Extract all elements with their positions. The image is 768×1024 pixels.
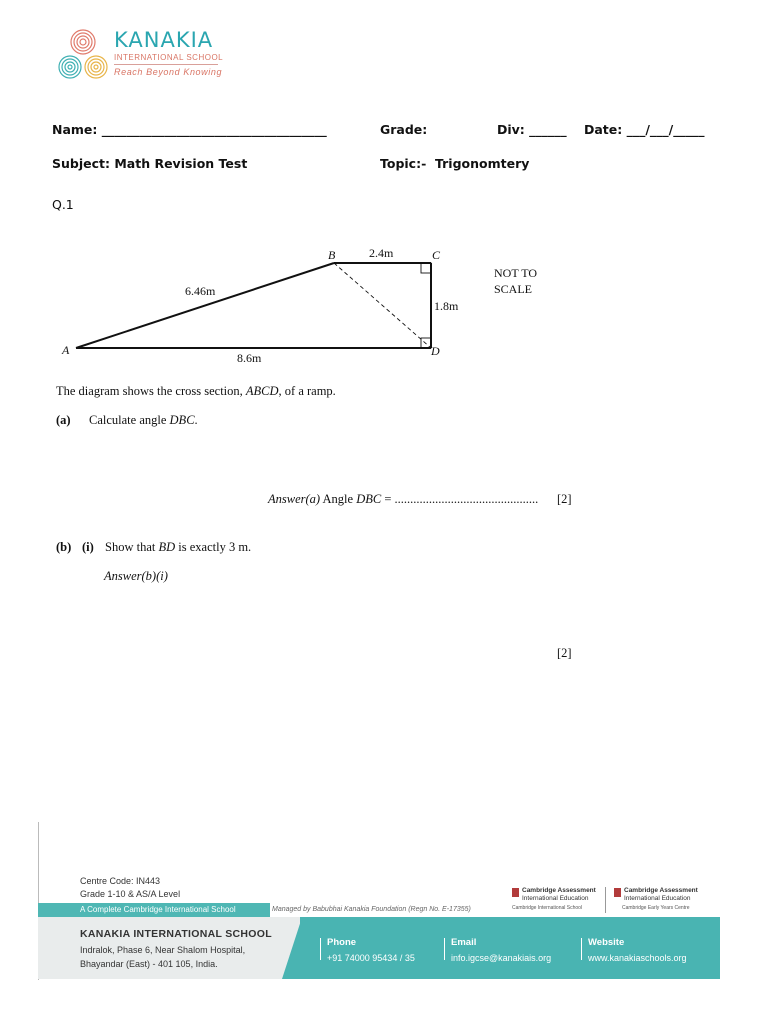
date-field-label: Date: ___/___/_____: [584, 122, 705, 137]
website-separator: [581, 938, 582, 960]
answer-b-label: Answer(b)(i): [104, 569, 168, 583]
answer-a-marks: [2]: [557, 492, 572, 506]
school-logo-icon: [55, 28, 111, 84]
email-label: Email: [451, 937, 477, 948]
vertex-b-label: B: [328, 248, 336, 262]
logo-name: KANAKIA: [114, 28, 214, 52]
question-number: Q.1: [52, 197, 74, 212]
part-a-label: (a): [56, 413, 71, 427]
address-line-2: Bhayandar (East) - 401 105, India.: [80, 959, 218, 969]
topic-label: Topic:- Trigonomtery: [380, 156, 530, 171]
vertex-a-label: A: [62, 343, 70, 357]
grade-field-label: Grade:: [380, 122, 428, 137]
vertex-d-label: D: [431, 344, 440, 358]
part-a-text: Calculate angle DBC.: [89, 413, 198, 427]
vertex-c-label: C: [432, 248, 441, 262]
div-field-label: Div: ______: [497, 122, 567, 137]
answer-a-line: Answer(a) Angle DBC = ..............................................: [268, 492, 539, 506]
name-field-label: Name: ____________________________________: [52, 122, 327, 137]
footer-contact-panel: [300, 917, 720, 979]
footer-band-text: A Complete Cambridge International School: [80, 905, 236, 914]
website-link[interactable]: www.kanakiaschools.org: [588, 953, 687, 963]
measure-bc: 2.4m: [369, 246, 394, 260]
cambridge-school-logo: Cambridge Assessment International Education Cambridge International School: [512, 887, 596, 911]
ramp-diagram: [52, 240, 577, 370]
shield-icon: [614, 888, 621, 897]
address-line-1: Indralok, Phase 6, Near Shalom Hospital,: [80, 945, 246, 955]
answer-b-marks: [2]: [557, 646, 572, 660]
measure-ad: 8.6m: [237, 351, 262, 365]
subject-label: Subject: Math Revision Test: [52, 156, 248, 171]
part-bi-label: (i): [82, 540, 94, 554]
cambridge-divider: [605, 887, 606, 913]
logo-divider: [114, 64, 218, 65]
email-link[interactable]: info.igcse@kanakiais.org: [451, 953, 552, 963]
phone-separator: [320, 938, 321, 960]
phone-number[interactable]: +91 74000 95434 / 35: [327, 953, 415, 963]
website-label: Website: [588, 937, 625, 948]
shield-icon: [512, 888, 519, 897]
measure-cd: 1.8m: [434, 299, 459, 313]
centre-code: Centre Code: IN443: [80, 876, 161, 886]
phone-label: Phone: [327, 937, 357, 948]
part-b-label: (b): [56, 540, 72, 554]
question-intro: The diagram shows the cross section, ABCD, of a ramp.: [56, 384, 336, 398]
email-separator: [444, 938, 445, 960]
measure-ab: 6.46m: [185, 284, 216, 298]
cambridge-early-years-logo: Cambridge Assessment International Education Cambridge Early Years Centre: [614, 887, 709, 911]
managed-by-text: Managed by Babubhai Kanakia Foundation (Regn No. E-17355): [272, 906, 471, 913]
grades-offered: Grade 1-10 & AS/A Level: [80, 889, 181, 899]
logo-tagline: Reach Beyond Knowing: [114, 67, 223, 77]
note-line-2: SCALE: [494, 282, 533, 296]
logo-school: INTERNATIONAL SCHOOL: [114, 53, 224, 62]
part-b-text: Show that BD is exactly 3 m.: [105, 540, 252, 554]
note-line-1: NOT TO: [494, 266, 538, 280]
not-to-scale-note: [494, 265, 554, 297]
footer-school-name: KANAKIA INTERNATIONAL SCHOOL: [80, 928, 272, 940]
